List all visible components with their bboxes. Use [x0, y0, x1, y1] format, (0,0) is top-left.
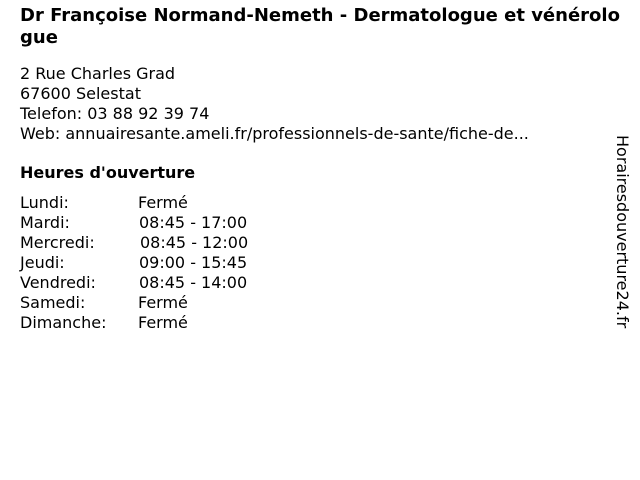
day-label: Lundi: [20, 193, 69, 212]
opening-hours-heading: Heures d'ouverture [20, 163, 196, 182]
site-watermark: Horairesdouverture24.fr [613, 135, 632, 329]
city-postcode: 67600 Selestat [20, 84, 141, 103]
street-address: 2 Rue Charles Grad [20, 64, 176, 83]
phone-number: Telefon: 03 88 92 39 74 [20, 104, 210, 123]
day-label: Jeudi: [20, 253, 65, 272]
day-label: Samedi: [20, 293, 86, 312]
day-hours: Fermé [138, 293, 188, 312]
website-link[interactable]: Web: annuairesante.ameli.fr/professionnels-de-sante/fiche-de... [20, 124, 529, 143]
day-hours: 09:00 - 15:45 [139, 253, 248, 272]
day-hours: 08:45 - 12:00 [140, 233, 249, 252]
day-hours: Fermé [138, 193, 188, 212]
day-hours: Fermé [138, 313, 188, 332]
day-label: Dimanche: [20, 313, 107, 332]
address-block [20, 64, 529, 144]
day-hours: 08:45 - 17:00 [139, 213, 248, 232]
page-title: Dr Françoise Normand-Nemeth - Dermatologue et vénérologue [20, 5, 620, 48]
day-label: Mardi: [20, 213, 70, 232]
day-label: Vendredi: [20, 273, 96, 292]
day-hours: 08:45 - 14:00 [139, 273, 248, 292]
day-label: Mercredi: [20, 233, 95, 252]
